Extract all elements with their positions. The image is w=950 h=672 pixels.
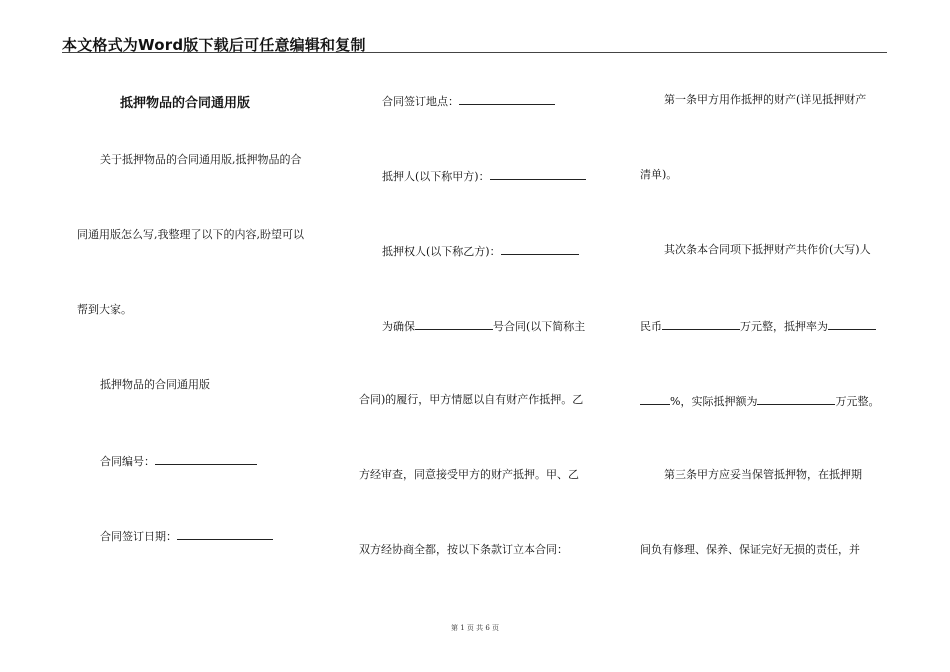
page-footer: 第 1 页 共 6 页 [450, 624, 500, 632]
sign-date-blank [177, 528, 273, 540]
sign-place-label: 合同签订地点： [382, 95, 459, 108]
page-header-title: 本文格式为Word版下载后可任意编辑和复制 [62, 36, 366, 54]
article-1-line-1: 第一条甲方用作抵押的财产(详见抵押财产 [664, 93, 867, 106]
article-2-line-1: 其次条本合同项下抵押财产共作价(大写)人 [664, 243, 871, 256]
percent-blank [640, 393, 670, 405]
paragraph-line-4: 双方经协商全都，按以下条款订立本合同： [359, 543, 568, 556]
mortgagee-label: 抵押权人(以下称乙方)： [382, 245, 501, 258]
intro-line-2: 同通用版怎么写,我整理了以下的内容,盼望可以 [77, 228, 304, 241]
contract-subtitle: 抵押物品的合同通用版 [100, 378, 210, 391]
amount-blank [662, 318, 740, 330]
sign-date-label: 合同签订日期： [100, 530, 177, 543]
article-3-line-2: 间负有修理、保养、保证完好无损的责任，并 [640, 543, 860, 556]
article-text: 万元整。 [835, 395, 880, 408]
contract-number-label: 合同编号： [100, 455, 155, 468]
mortgagee-blank [501, 243, 579, 255]
document-title: 抵押物品的合同通用版 [120, 96, 251, 111]
sign-place-line [382, 93, 555, 109]
mortgagor-line [382, 168, 586, 184]
intro-line-3: 帮到大家。 [77, 303, 132, 316]
article-3-line-1: 第三条甲方应妥当保管抵押物，在抵押期 [664, 468, 862, 481]
paragraph-text: 号合同(以下简称主 [493, 320, 586, 333]
paragraph-line-3: 方经审查，同意接受甲方的财产抵押。甲、乙 [359, 468, 579, 481]
mortgagee-line [382, 243, 579, 259]
paragraph-line-1 [382, 318, 585, 334]
mortgagor-label: 抵押人(以下称甲方)： [382, 170, 490, 183]
article-text: 民币 [640, 320, 662, 333]
mortgagor-blank [490, 168, 586, 180]
sign-place-blank [459, 93, 555, 105]
header-divider [62, 52, 887, 53]
contract-number-line [100, 453, 257, 469]
article-2-line-2 [640, 318, 876, 334]
article-1-line-2: 清单)。 [640, 168, 678, 181]
main-contract-blank [415, 318, 493, 330]
paragraph-line-2: 合同)的履行，甲方情愿以自有财产作抵押。乙 [359, 393, 584, 406]
rate-blank [828, 318, 876, 330]
actual-amount-blank [757, 393, 835, 405]
contract-number-blank [155, 453, 257, 465]
sign-date-line [100, 528, 273, 544]
article-text: %，实际抵押额为 [670, 395, 758, 408]
intro-line-1: 关于抵押物品的合同通用版,抵押物品的合 [100, 153, 302, 166]
article-text: 万元整，抵押率为 [740, 320, 828, 333]
paragraph-text: 为确保 [382, 320, 415, 333]
article-2-line-3 [640, 393, 879, 409]
